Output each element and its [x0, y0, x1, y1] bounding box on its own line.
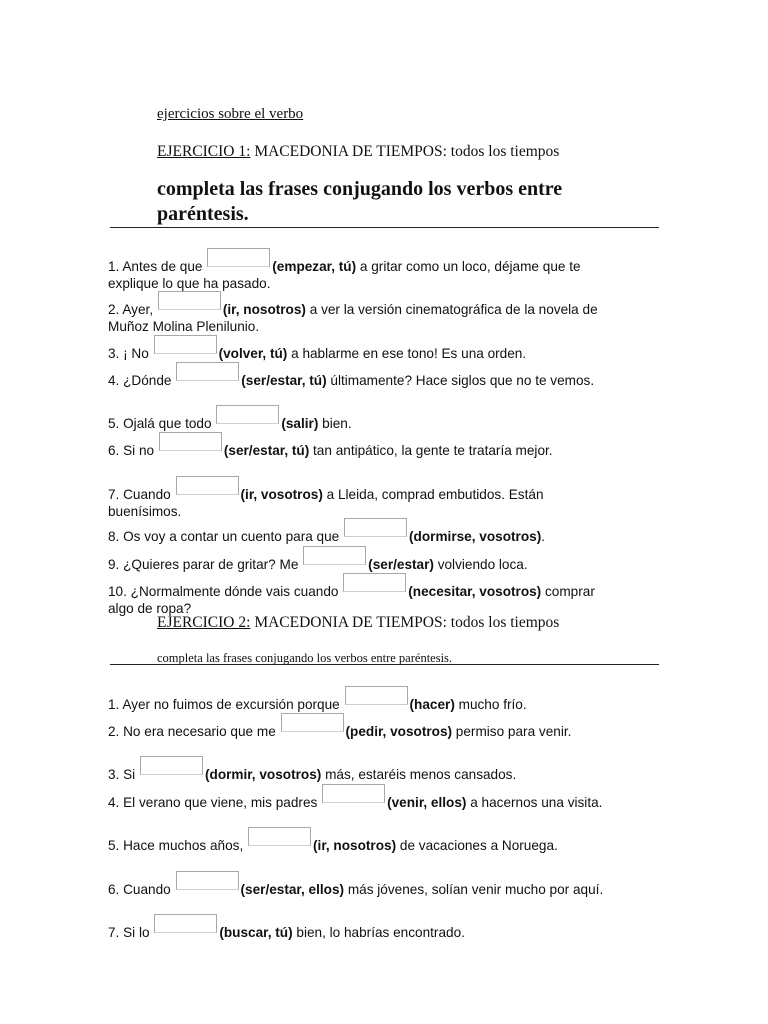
divider	[110, 227, 659, 228]
sentence-text: .	[541, 529, 545, 544]
exercise-2-instruction: completa las frases conjugando los verbos entre paréntesis.	[157, 651, 453, 665]
verb-hint: (hacer)	[409, 697, 455, 712]
sentence-text: 6. Si no	[108, 443, 158, 458]
verb-hint: (ir, nosotros)	[222, 302, 306, 317]
exercise-1-heading	[157, 143, 559, 161]
sentence-text: a gritar como un loco, déjame que te explique lo que ha pasado.	[108, 259, 581, 291]
sentence-text: últimamente? Hace siglos que no te vemos.	[326, 373, 595, 388]
sentence-text: mucho frío.	[454, 697, 527, 712]
answer-input[interactable]	[176, 362, 239, 381]
answer-input[interactable]	[303, 546, 366, 565]
answer-input[interactable]	[176, 871, 239, 890]
verb-hint: (ser/estar, ellos)	[240, 882, 345, 897]
sentence-text: permiso para venir.	[452, 724, 572, 739]
exercise-2-title: MACEDONIA DE TIEMPOS: todos los tiempos	[254, 614, 560, 631]
exercise-1-instruction: completa las frases conjugando los verbos entre paréntesis.	[157, 178, 563, 225]
sentence-text: a ver la versión cinematográfica de la novela de Muñoz Molina Plenilunio.	[108, 302, 598, 334]
sentence-text: tan antipático, la gente te trataría mejor.	[309, 443, 553, 458]
sentence-text: a Lleida, comprad embutidos. Están buenísimos.	[108, 487, 544, 519]
sentence-item	[108, 411, 618, 432]
verb-hint: (dormirse, vosotros)	[409, 529, 542, 544]
sentence-item	[108, 524, 618, 545]
answer-input[interactable]	[216, 405, 279, 424]
sentence-text: bien, lo habrías encontrado.	[292, 925, 465, 940]
sentence-item	[108, 719, 618, 740]
answer-input[interactable]	[207, 248, 270, 267]
answer-input[interactable]	[154, 335, 217, 354]
sentence-text: volviendo loca.	[433, 557, 528, 572]
verb-hint: (ser/estar, tú)	[223, 443, 310, 458]
answer-input[interactable]	[322, 784, 385, 803]
sentence-text: 5. Ojalá que todo	[108, 416, 216, 431]
sentence-text: 8. Os voy a contar un cuento para que	[108, 529, 344, 544]
verb-hint: (venir, ellos)	[387, 795, 467, 810]
answer-input[interactable]	[248, 827, 311, 846]
sentence-item	[108, 790, 618, 811]
sentence-item	[108, 877, 618, 898]
sentence-item	[108, 552, 618, 573]
sentence-text: más, estaréis menos cansados.	[321, 767, 517, 782]
sentence-text: bien.	[318, 416, 352, 431]
verb-hint: (ser/estar)	[368, 557, 434, 572]
sentence-item	[108, 692, 618, 713]
sentence-item	[108, 579, 618, 617]
sentence-item	[108, 341, 618, 362]
verb-hint: (necesitar, vosotros)	[408, 584, 542, 599]
sentence-text: 10. ¿Normalmente dónde vais cuando	[108, 584, 343, 599]
sentence-item	[108, 482, 618, 520]
answer-input[interactable]	[176, 476, 239, 495]
sentence-text: 4. El verano que viene, mis padres	[108, 795, 322, 810]
divider	[110, 664, 659, 665]
verb-hint: (dormir, vosotros)	[204, 767, 322, 782]
answer-input[interactable]	[281, 713, 344, 732]
answer-input[interactable]	[343, 573, 406, 592]
sentence-item	[108, 833, 618, 854]
answer-input[interactable]	[345, 686, 408, 705]
sentence-item	[108, 297, 618, 335]
sentence-text: 2. Ayer,	[108, 302, 157, 317]
verb-hint: (volver, tú)	[218, 346, 288, 361]
document-topic: ejercicios sobre el verbo	[157, 106, 304, 122]
sentence-text: 2. No era necesario que me	[108, 724, 280, 739]
sentence-item	[108, 254, 618, 292]
answer-input[interactable]	[154, 914, 217, 933]
answer-input[interactable]	[159, 432, 222, 451]
sentence-item	[108, 920, 618, 941]
sentence-text: a hacernos una visita.	[466, 795, 603, 810]
exercise-1-label: EJERCICIO 1:	[157, 143, 251, 160]
sentence-text: 3. ¡ No	[108, 346, 153, 361]
sentence-text: 3. Si	[108, 767, 139, 782]
answer-input[interactable]	[140, 756, 203, 775]
sentence-text: a hablarme en ese tono! Es una orden.	[287, 346, 527, 361]
sentence-item	[108, 368, 618, 389]
exercise-1-title: MACEDONIA DE TIEMPOS: todos los tiempos	[254, 143, 560, 160]
sentence-text: 1. Ayer no fuimos de excursión porque	[108, 697, 344, 712]
verb-hint: (salir)	[281, 416, 319, 431]
sentence-item	[108, 762, 618, 783]
sentence-text: 7. Si lo	[108, 925, 154, 940]
verb-hint: (pedir, vosotros)	[345, 724, 453, 739]
verb-hint: (ser/estar, tú)	[241, 373, 327, 388]
sentence-text: 7. Cuando	[108, 487, 175, 502]
verb-hint: (empezar, tú)	[272, 259, 357, 274]
sentence-text: de vacaciones a Noruega.	[396, 838, 558, 853]
verb-hint: (buscar, tú)	[219, 925, 293, 940]
exercise-2-label: EJERCICIO 2:	[157, 614, 251, 631]
exercise-2-heading	[157, 614, 559, 632]
answer-input[interactable]	[344, 518, 407, 537]
sentence-text: más jóvenes, solían venir mucho por aquí.	[344, 882, 604, 897]
sentence-text: 1. Antes de que	[108, 259, 207, 274]
answer-input[interactable]	[158, 291, 221, 310]
verb-hint: (ir, vosotros)	[240, 487, 323, 502]
sentence-text: 5. Hace muchos años,	[108, 838, 248, 853]
sentence-text: 9. ¿Quieres parar de gritar? Me	[108, 557, 303, 572]
sentence-text: 4. ¿Dónde	[108, 373, 176, 388]
sentence-text: 6. Cuando	[108, 882, 175, 897]
sentence-item	[108, 438, 618, 459]
sentence-text: comprar algo de ropa?	[108, 584, 595, 616]
verb-hint: (ir, nosotros)	[313, 838, 397, 853]
